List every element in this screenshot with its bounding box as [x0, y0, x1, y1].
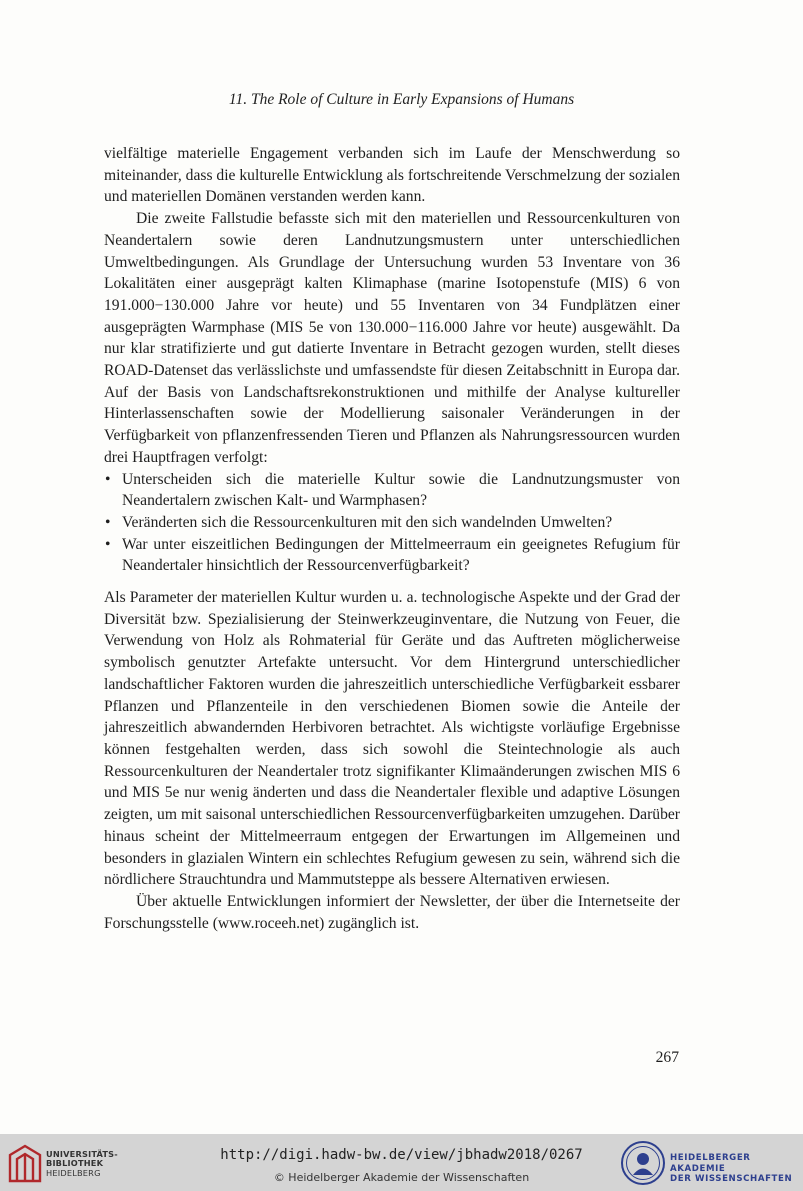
paragraph-3: Als Parameter der materiellen Kultur wurden u. a. technologische Aspekte und der Grad der Diversität bzw. Spezialisierung der Steinwerkzeuginventare, die Nutzung von Feuer, die Verwendung von Holz als Rohmaterial für Geräte und das Auftreten möglicherweise symbolisch genutzter Artefakte untersucht. Vor dem Hintergrund unterschiedlicher landschaftlicher Faktoren wurden die jahreszeitlich unterschiedliche Verfügbarkeit essbarer Pflanzen und Pflanzenteile in den verschiedenen Biomen sowie die Anteile der jahreszeitlich abwandernden Herbivoren betrachtet. Als wichtigste vorläufige Ergebnisse können festgehalten werden, dass sich sowohl die Steintechnologie als auch Ressourcenkulturen der Neandertaler trotz signifikanter Klimaänderungen zwischen MIS 6 und MIS 5e nur wenig änderten und dass die Neandertaler flexible und adaptive Lösungen zeigten, um mit saisonal unterschiedlichen Ressourcenverfügbarkeiten umzugehen. Darüber hinaus scheint der Mittelmeerraum entgegen der Erwartungen im Allgemeinen und besonders in glazialen Wintern ein schlechtes Refugium gewesen zu sein, während sich die nördlichere Strauchtundra und Mammutsteppe als bessere Alternativen erwiesen.: [104, 589, 680, 889]
bullet-icon: •: [105, 470, 111, 488]
main-text: [104, 143, 680, 934]
list-item: [104, 512, 680, 534]
academy-seal-icon: [620, 1140, 666, 1186]
list-item: [104, 469, 680, 512]
ub-logo-line: UNIVERSITÄTS-: [46, 1149, 118, 1159]
bullet-icon: •: [105, 535, 111, 553]
hadw-logo[interactable]: [620, 1140, 800, 1186]
paragraph-2: Die zweite Fallstudie befasste sich mit den materiellen und Ressourcenkulturen von Neandertalern sowie deren Landnutzungsmustern unter unterschiedlichen Umweltbedingungen. Als Grundlage der Untersuchung wurden 53 Inventare von 36 Lokalitäten einer ausgeprägt kalten Klimaphase (marine Isotopenstufe (MIS) 6 von 191.000−130.000 Jahre vor heute) und 55 Inventaren von 34 Fundplätzen einer ausgeprägten Warmphase (MIS 5e von 130.000−116.000 Jahre vor heute) ausgewählt. Da nur klar stratifizierte und gut datierte Inventare in Betracht gezogen wurden, stellt dieses ROAD-Datenset das verlässlichste und umfassendste für diesen Zeitabschnitt in Europa dar. Auf der Basis von Landschaftsrekonstruktionen und mithilfe der Analyse kultureller Hinterlassenschaften sowie der Modellierung saisonaler Veränderungen in der Verfügbarkeit von pflanzenfressenden Tieren und Pflanzen als Nahrungsressourcen wurden drei Hauptfragen verfolgt:: [104, 210, 680, 466]
research-questions-list: [104, 469, 680, 578]
ub-logo-line: BIBLIOTHEK: [46, 1158, 104, 1169]
permalink-url[interactable]: http://digi.hadw-bw.de/view/jbhadw2018/0267: [220, 1147, 583, 1163]
hadw-logo-line: DER WISSENSCHAFTEN: [670, 1174, 793, 1184]
paragraph-1: vielfältige materielle Engagement verbanden sich im Laufe der Menschwerdung so miteinander, dass die kulturelle Entwicklung als fortschreitende Verschmelzung der sozialen und materiellen Domänen verstanden werden kann.: [104, 145, 680, 206]
running-header: 11. The Role of Culture in Early Expansions of Humans: [228, 91, 575, 108]
paragraph-4: Über aktuelle Entwicklungen informiert der Newsletter, der über die Internetseite der Forschungsstelle (www.roceeh.net) zugänglich ist.: [104, 892, 680, 932]
footer-bar: [0, 1134, 803, 1191]
hadw-logo-text: [670, 1153, 800, 1185]
list-item-text: Unterscheiden sich die materielle Kultur sowie die Landnutzungsmuster von Neandertalern zwischen Kalt- und Warmphasen?: [122, 470, 680, 510]
hadw-logo-line: HEIDELBERGER AKADEMIE: [670, 1153, 751, 1174]
list-item: [104, 534, 680, 577]
ub-logo-line: HEIDELBERG: [46, 1167, 101, 1178]
page-number: 267: [655, 1049, 679, 1066]
list-item-text: Veränderten sich die Ressourcenkulturen mit den sich wandelnden Umwelten?: [122, 513, 613, 531]
list-item-text: War unter eiszeitlichen Bedingungen der Mittelmeerraum ein geeignetes Refugium für Neandertaler hinsichtlich der Ressourcenverfügbarkeit?: [122, 535, 680, 575]
copyright-notice: © Heidelberger Akademie der Wissenschaften: [273, 1171, 530, 1184]
bullet-icon: •: [105, 513, 111, 531]
